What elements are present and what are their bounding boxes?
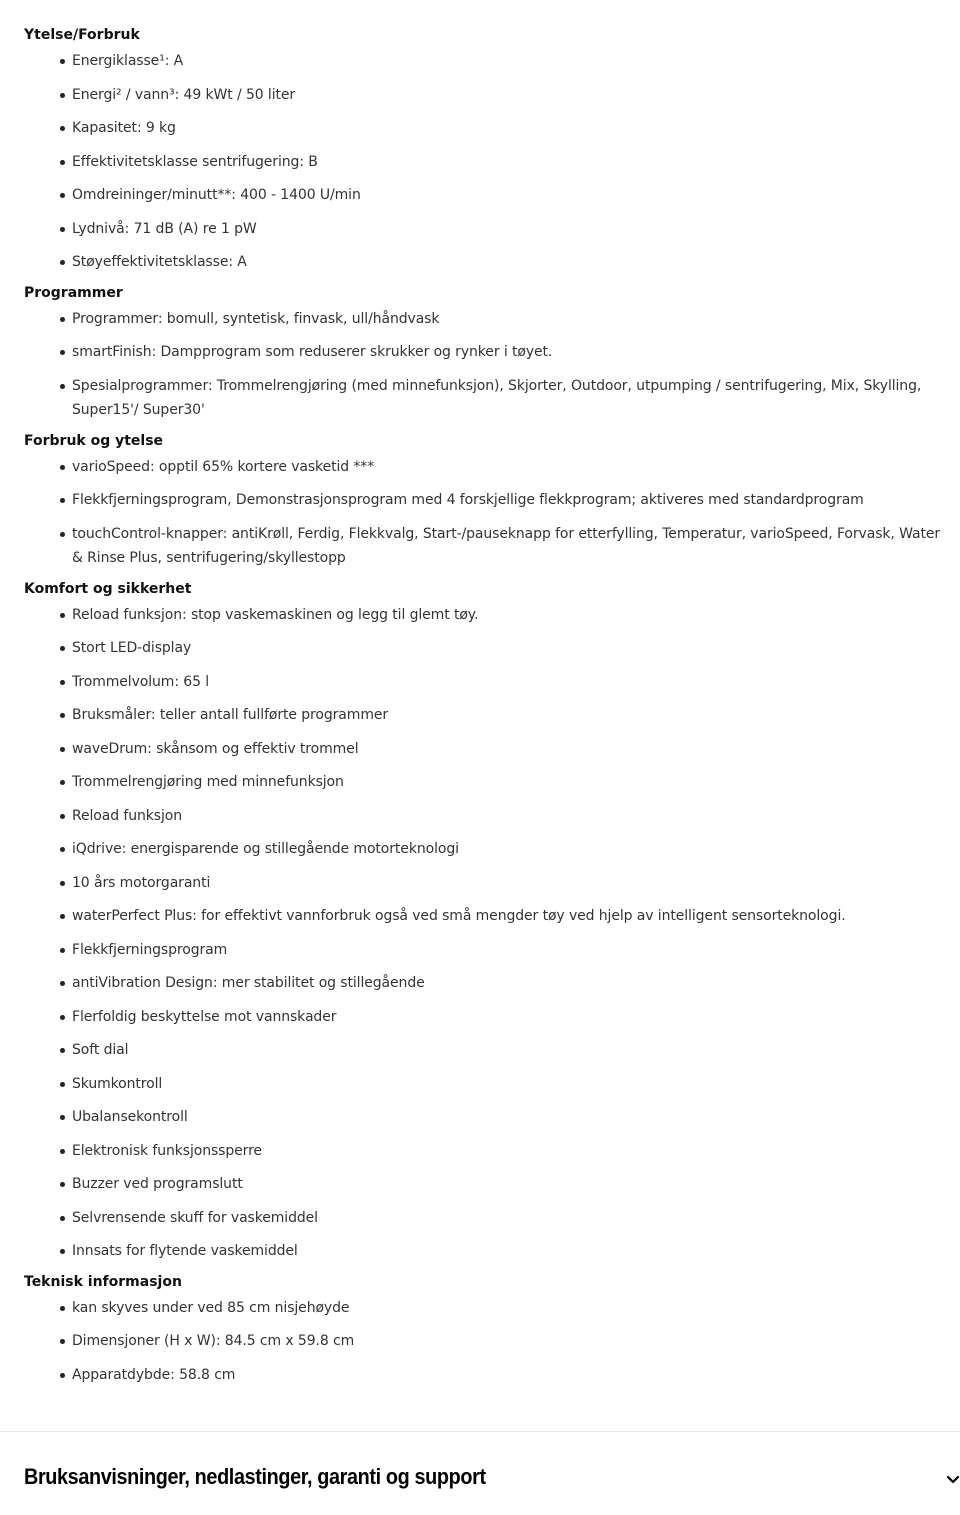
accordion-title[interactable]: Bruksanvisninger, nedlastinger, garanti og support: [24, 1464, 486, 1489]
list-item-text: waterPerfect Plus: for effektivt vannforbruk også ved små mengder tøy ved hjelp av intelligent sensorteknologi.: [72, 908, 846, 924]
spec-list: [0, 307, 960, 423]
list-item: [0, 1172, 960, 1197]
bullet-icon: [60, 59, 65, 64]
bullet-icon: [60, 384, 65, 389]
list-item: [0, 488, 960, 513]
bullet-icon: [60, 317, 65, 322]
list-item: [0, 904, 960, 929]
list-item: [0, 340, 960, 365]
bullet-icon: [60, 981, 65, 986]
list-item: [0, 116, 960, 141]
bullet-icon: [60, 613, 65, 618]
list-item-text: kan skyves under ved 85 cm nisjehøyde: [72, 1299, 350, 1316]
spec-sections: [0, 25, 960, 1395]
list-item: [0, 971, 960, 996]
chevron-down-icon[interactable]: [946, 1472, 960, 1486]
spec-list: [0, 49, 960, 275]
bullet-icon: [60, 713, 65, 718]
list-item: [0, 183, 960, 208]
bullet-icon: [60, 1082, 65, 1087]
bullet-icon: [60, 948, 65, 953]
bullet-icon: [60, 498, 65, 503]
list-item-text: Trommelvolum: 65 l: [72, 673, 210, 690]
list-item-text: Skumkontroll: [72, 1075, 163, 1092]
list-item-text: Trommelrengjøring med minnefunksjon: [72, 774, 344, 790]
list-item: [0, 804, 960, 829]
list-item-text: Lydnivå: 71 dB (A) re 1 pW: [72, 220, 257, 237]
list-item-text: Støyeffektivitetsklasse: A: [72, 254, 247, 270]
list-item-text: varioSpeed: opptil 65% kortere vasketid ***: [72, 458, 375, 475]
list-item-text: Ubalansekontroll: [72, 1109, 188, 1125]
list-item-text: Selvrensende skuff for vaskemiddel: [72, 1209, 318, 1226]
bullet-icon: [60, 532, 65, 537]
spec-list: [0, 455, 960, 571]
section-title: Programmer: [24, 284, 123, 301]
list-item-text: Flekkfjerningsprogram, Demonstrasjonsprogram med 4 forskjellige flekkprogram; aktiveres med standardprogram: [72, 492, 864, 508]
bullet-icon: [60, 914, 65, 919]
list-item-text: Omdreininger/minutt**: 400 - 1400 U/min: [72, 187, 361, 203]
spec-section-ytelse-forbruk: [0, 25, 960, 275]
spec-list: [0, 1296, 960, 1388]
list-item: [0, 1072, 960, 1097]
list-item-text: Elektronisk funksjonssperre: [72, 1142, 262, 1159]
list-item-text: Reload funksjon: stop vaskemaskinen og legg til glemt tøy.: [72, 606, 479, 623]
list-item-text: Innsats for flytende vaskemiddel: [72, 1243, 298, 1259]
list-item: [0, 1005, 960, 1030]
section-title: Forbruk og ytelse: [24, 432, 164, 449]
list-item: [0, 1329, 960, 1354]
spec-section-teknisk-informasjon: [0, 1272, 960, 1388]
bullet-icon: [60, 881, 65, 886]
list-item: [0, 307, 960, 332]
bullet-icon: [60, 1339, 65, 1344]
list-item-text: Effektivitetsklasse sentrifugering: B: [72, 153, 318, 170]
bullet-icon: [60, 465, 65, 470]
bullet-icon: [60, 814, 65, 819]
bullet-icon: [60, 126, 65, 131]
list-item: [0, 217, 960, 242]
list-item: [0, 636, 960, 661]
spec-section-programmer: [0, 283, 960, 423]
list-item-text: touchControl-knapper: antiKrøll, Ferdig, Flekkvalg, Start-/pauseknapp for etterfylling, Temperatur, varioSpeed, Forvask, Water & Rinse Plus, sentrifugering/skyllestopp: [72, 525, 940, 566]
spec-section-komfort-og-sikkerhet: [0, 579, 960, 1264]
list-item-text: Energi² / vann³: 49 kWt / 50 liter: [72, 86, 296, 103]
bullet-icon: [60, 847, 65, 852]
list-item-text: Kapasitet: 9 kg: [72, 120, 176, 136]
section-title: Komfort og sikkerhet: [24, 580, 192, 597]
list-item-text: Flekkfjerningsprogram: [72, 941, 228, 958]
list-item-text: waveDrum: skånsom og effektiv trommel: [72, 740, 359, 757]
list-item: [0, 1239, 960, 1264]
list-item-text: 10 års motorgaranti: [72, 874, 211, 891]
list-item: [0, 83, 960, 108]
list-item-text: antiVibration Design: mer stabilitet og stillegående: [72, 975, 425, 991]
bullet-icon: [60, 747, 65, 752]
bullet-icon: [60, 1306, 65, 1311]
list-item: [0, 374, 960, 423]
bullet-icon: [60, 160, 65, 165]
list-item-text: Stort LED-display: [72, 640, 192, 656]
list-item: [0, 250, 960, 275]
list-item: [0, 1363, 960, 1388]
list-item: [0, 837, 960, 862]
list-item: [0, 938, 960, 963]
list-item: [0, 871, 960, 896]
bullet-icon: [60, 227, 65, 232]
bullet-icon: [60, 193, 65, 198]
list-item-text: Reload funksjon: [72, 807, 182, 824]
list-item: [0, 1139, 960, 1164]
list-item: [0, 603, 960, 628]
list-item: [0, 150, 960, 175]
bullet-icon: [60, 1048, 65, 1053]
bullet-icon: [60, 680, 65, 685]
list-item-text: smartFinish: Dampprogram som reduserer skrukker og rynker i tøyet.: [72, 344, 553, 360]
chevron-down-icon-svg: [946, 1473, 960, 1487]
list-item: [0, 1206, 960, 1231]
list-item-text: Buzzer ved programslutt: [72, 1176, 243, 1192]
section-title: Teknisk informasjon: [24, 1273, 182, 1290]
list-item-text: Apparatdybde: 58.8 cm: [72, 1366, 236, 1383]
bullet-icon: [60, 780, 65, 785]
list-item-text: Spesialprogrammer: Trommelrengjøring (med minnefunksjon), Skjorter, Outdoor, utpumping / sentrifugering, Mix, Skylling, Super15'/ Super30': [72, 377, 922, 418]
list-item: [0, 455, 960, 480]
bullet-icon: [60, 350, 65, 355]
bullet-icon: [60, 646, 65, 651]
bullet-icon: [60, 260, 65, 265]
list-item-text: Soft dial: [72, 1042, 129, 1058]
list-item-text: Programmer: bomull, syntetisk, finvask, ull/håndvask: [72, 310, 440, 327]
bullet-icon: [60, 93, 65, 98]
bullet-icon: [60, 1249, 65, 1254]
list-item: [0, 1105, 960, 1130]
bullet-icon: [60, 1182, 65, 1187]
list-item-text: Dimensjoner (H x W): 84.5 cm x 59.8 cm: [72, 1333, 355, 1349]
list-item: [0, 522, 960, 571]
bullet-icon: [60, 1373, 65, 1378]
bullet-icon: [60, 1015, 65, 1020]
bullet-icon: [60, 1216, 65, 1221]
list-item-text: Bruksmåler: teller antall fullførte programmer: [72, 707, 389, 723]
list-item: [0, 49, 960, 74]
list-item: [0, 670, 960, 695]
list-item: [0, 1296, 960, 1321]
spec-list: [0, 603, 960, 1264]
spec-section-forbruk-og-ytelse: [0, 431, 960, 571]
support-accordion-header[interactable]: [0, 1432, 960, 1515]
section-title: Ytelse/Forbruk: [24, 27, 140, 43]
bullet-icon: [60, 1115, 65, 1120]
list-item: [0, 1038, 960, 1063]
list-item-text: iQdrive: energisparende og stillegående motorteknologi: [72, 841, 459, 857]
list-item: [0, 703, 960, 728]
list-item-text: Energiklasse¹: A: [72, 53, 184, 69]
list-item: [0, 770, 960, 795]
list-item: [0, 737, 960, 762]
bullet-icon: [60, 1149, 65, 1154]
list-item-text: Flerfoldig beskyttelse mot vannskader: [72, 1008, 337, 1025]
